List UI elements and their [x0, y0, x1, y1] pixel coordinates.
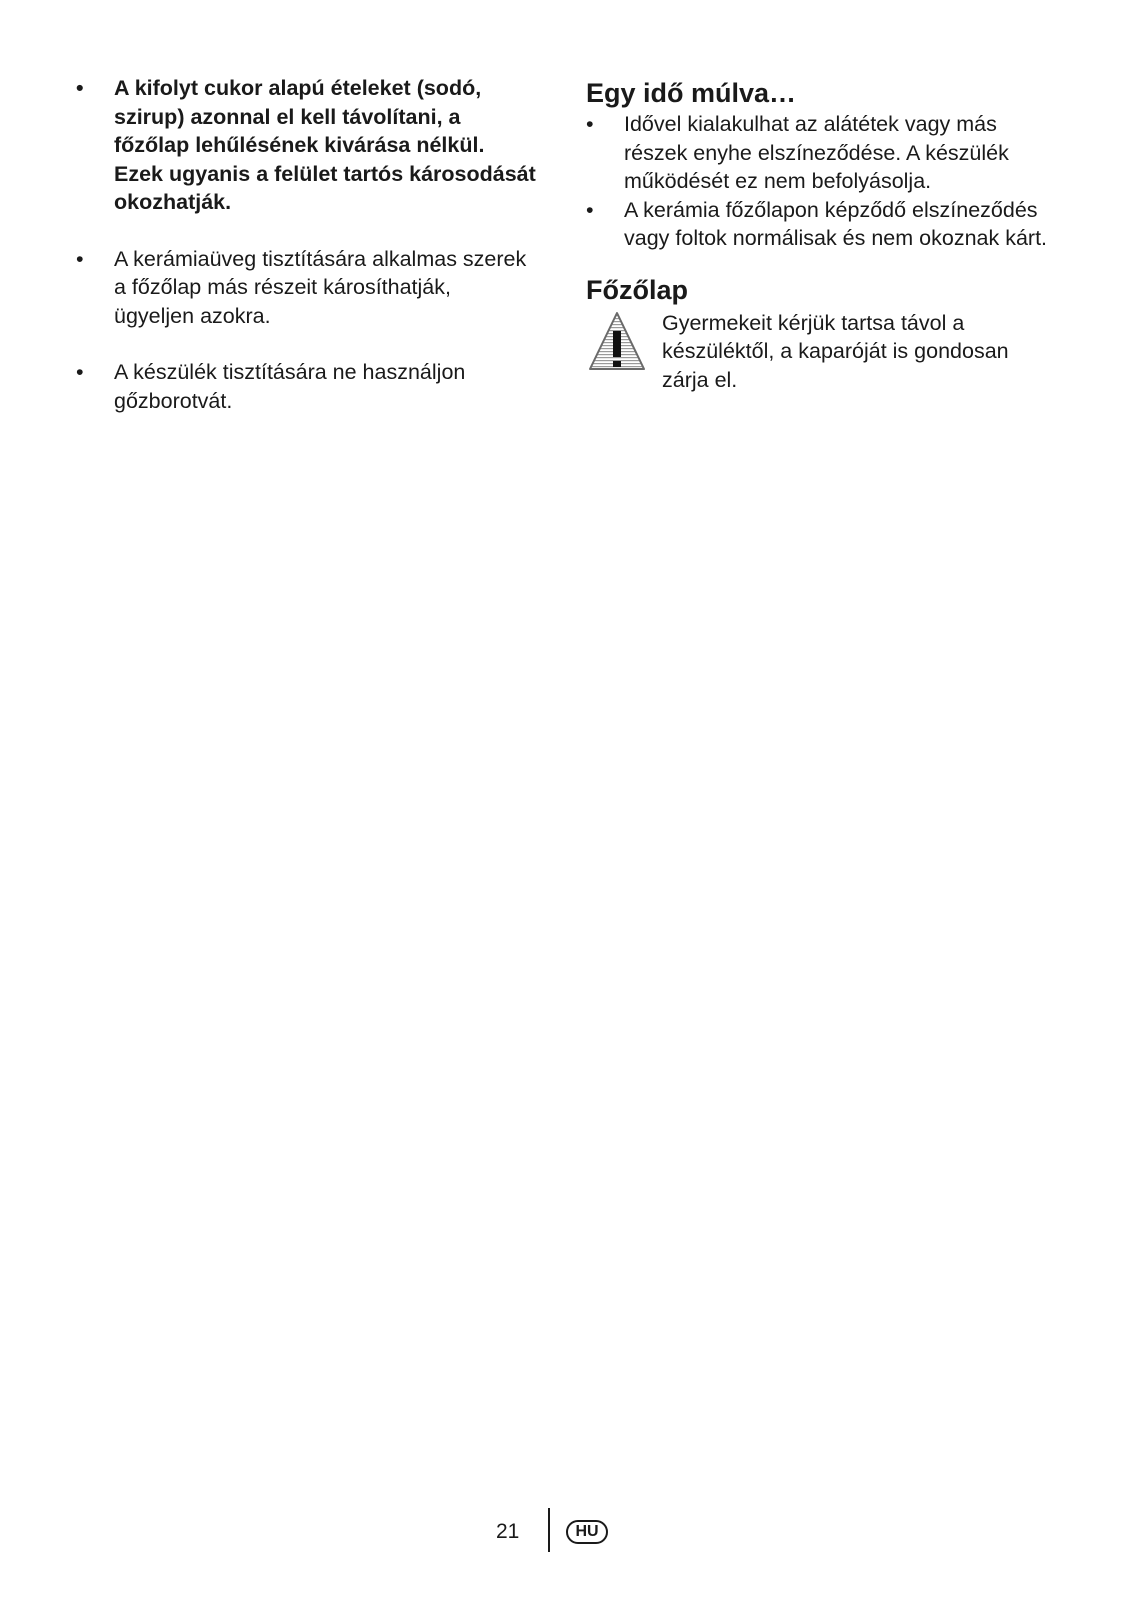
right-column: [586, 74, 1056, 394]
section-title: Főzőlap: [586, 274, 688, 305]
list-item-text: A kerámia főzőlapon képződő elszíneződés vagy foltok normálisak és nem okoznak kárt.: [624, 197, 1048, 250]
left-bullet-list: [76, 74, 536, 415]
list-item: [586, 110, 1056, 196]
list-item-text: A készülék tisztítására ne használjon gőzborotvát.: [114, 360, 466, 413]
bullet: •: [76, 76, 84, 100]
footer-divider: [548, 1508, 550, 1552]
warning-text: Gyermekeit kérjük tartsa távol a készüléktől, a kaparóját is gondosan zárja el.: [662, 310, 1009, 392]
list-item: [586, 196, 1056, 253]
bullet: •: [586, 112, 594, 136]
list-item: [76, 245, 536, 331]
page-footer: [0, 1508, 1126, 1556]
right-bullet-list: [586, 110, 1056, 253]
list-item: [76, 74, 536, 217]
bullet: •: [76, 246, 84, 271]
list-item: [76, 358, 536, 415]
list-item-text: Idővel kialakulhat az alátétek vagy más részek enyhe elszíneződése. A készülék működését ez nem befolyásolja.: [624, 112, 1009, 193]
language-badge: HU: [566, 1520, 608, 1544]
bullet: •: [76, 360, 84, 384]
page-number: 21: [496, 1520, 520, 1543]
list-item-text: A kifolyt cukor alapú ételeket (sodó, szirup) azonnal el kell távolítani, a főzőlap lehűlésének kivárása nélkül. Ezek ugyanis a felület tartós károsodását okozhatják.: [114, 76, 536, 214]
warning-triangle-icon: [586, 309, 648, 375]
warning-block: [586, 309, 1056, 395]
bullet: •: [586, 197, 594, 222]
list-item-text: A kerámiaüveg tisztítására alkalmas szerek a főzőlap más részeit károsíthatják, ügyeljen azokra.: [114, 246, 527, 328]
left-column: [76, 74, 536, 443]
section-title: Egy idő múlva…: [586, 78, 797, 108]
